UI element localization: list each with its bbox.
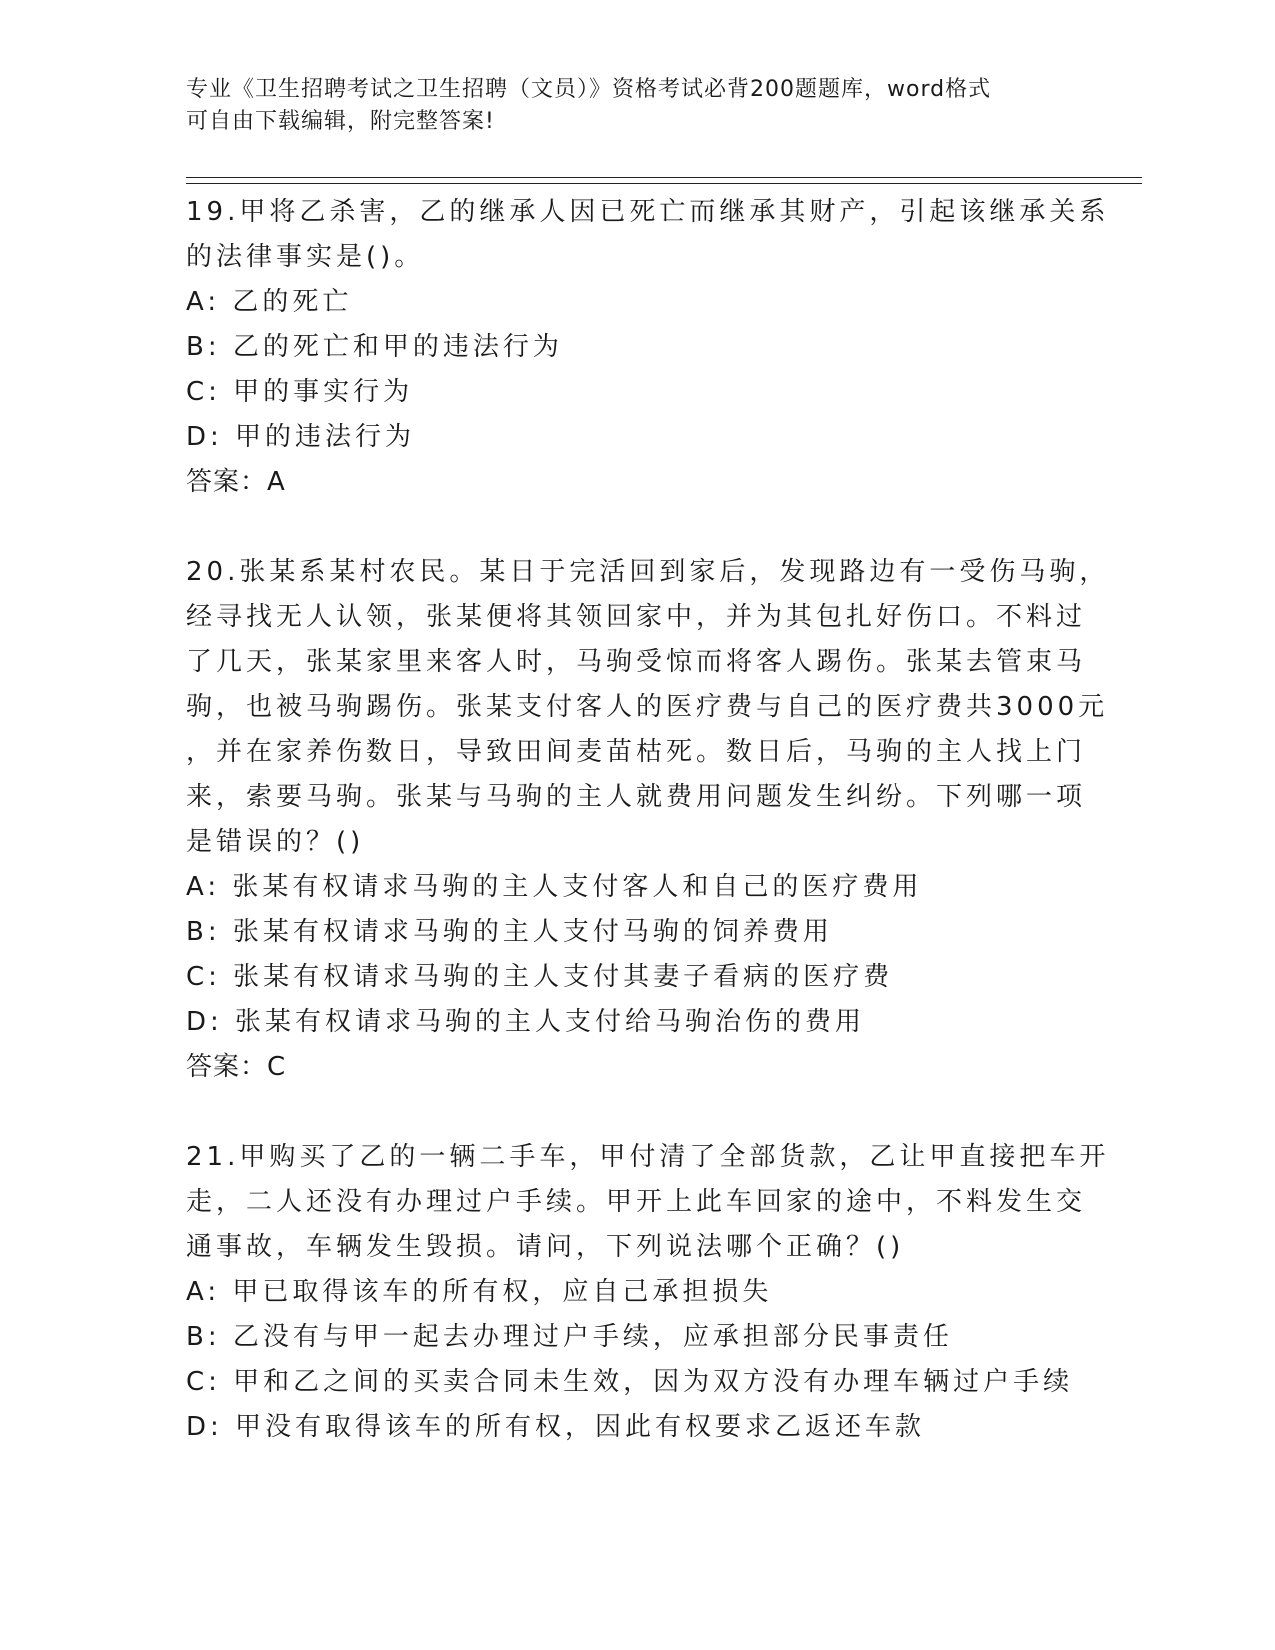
question-text-line: 驹，也被马驹踢伤。张某支付客人的医疗费与自己的医疗费共3000元 — [186, 692, 1109, 722]
header-line-1: 专业《卫生招聘考试之卫生招聘（文员）》资格考试必背200题题库，word格式 — [186, 77, 992, 102]
question-text-line: 是错误的？() — [186, 827, 365, 857]
option-d: D: 甲没有取得该车的所有权，因此有权要求乙返还车款 — [186, 1412, 926, 1442]
option-b: B: 张某有权请求马驹的主人支付马驹的饲养费用 — [186, 917, 833, 947]
option-d: D: 甲的违法行为 — [186, 422, 416, 452]
question-text-line: 来，索要马驹。张某与马驹的主人就费用问题发生纠纷。下列哪一项 — [186, 782, 1087, 812]
question-21 — [186, 1135, 1110, 1450]
question-text-line: 20.张某系某村农民。某日于完活回到家后，发现路边有一受伤马驹， — [186, 557, 1110, 587]
option-c: C: 张某有权请求马驹的主人支付其妻子看病的医疗费 — [186, 962, 894, 992]
header-line-2: 可自由下载编辑，附完整答案! — [186, 109, 495, 134]
option-a: A: 张某有权请求马驹的主人支付客人和自己的医疗费用 — [186, 872, 923, 902]
option-c: C: 甲和乙之间的买卖合同未生效，因为双方没有办理车辆过户手续 — [186, 1367, 1074, 1397]
document-header — [186, 74, 1066, 138]
question-20 — [186, 550, 1110, 1090]
answer: 答案：C — [186, 1052, 287, 1082]
question-text-line: 的法律事实是()。 — [186, 242, 425, 272]
question-text-line: 通事故，车辆发生毁损。请问，下列说法哪个正确？() — [186, 1232, 905, 1262]
question-text-line: 21.甲购买了乙的一辆二手车，甲付清了全部货款，乙让甲直接把车开 — [186, 1142, 1110, 1172]
answer: 答案：A — [186, 467, 286, 497]
option-b: B: 乙没有与甲一起去办理过户手续，应承担部分民事责任 — [186, 1322, 953, 1352]
option-a: A: 乙的死亡 — [186, 287, 353, 317]
header-divider-top — [186, 177, 1142, 178]
question-text-line: ，并在家养伤数日，导致田间麦苗枯死。数日后，马驹的主人找上门 — [186, 737, 1087, 767]
option-c: C: 甲的事实行为 — [186, 377, 414, 407]
option-d: D: 张某有权请求马驹的主人支付给马驹治伤的费用 — [186, 1007, 866, 1037]
question-text-line: 19.甲将乙杀害，乙的继承人因已死亡而继承其财产，引起该继承关系 — [186, 197, 1110, 227]
question-text-line: 走，二人还没有办理过户手续。甲开上此车回家的途中，不料发生交 — [186, 1187, 1087, 1217]
option-a: A: 甲已取得该车的所有权，应自己承担损失 — [186, 1277, 773, 1307]
option-b: B: 乙的死亡和甲的违法行为 — [186, 332, 563, 362]
question-19 — [186, 190, 1110, 505]
question-text-line: 了几天，张某家里来客人时，马驹受惊而将客人踢伤。张某去管束马 — [186, 647, 1087, 677]
question-list — [186, 190, 1110, 1450]
header-divider-bottom — [186, 183, 1142, 184]
question-text-line: 经寻找无人认领，张某便将其领回家中，并为其包扎好伤口。不料过 — [186, 602, 1087, 632]
